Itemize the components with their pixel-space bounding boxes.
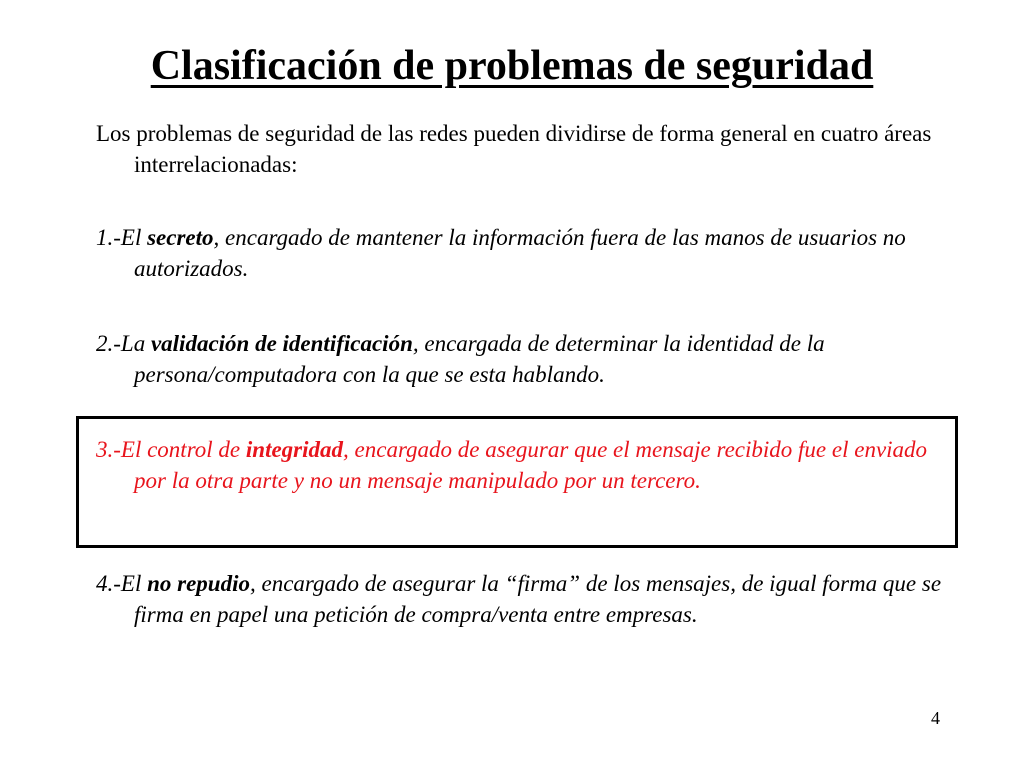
slide-title [0,40,1024,92]
slide-title-text: Clasificación de problemas de seguridad [150,43,874,89]
intro-paragraph: Los problemas de seguridad de las redes pueden dividirse de forma general en cuatro áreas interrelacionadas: [96,121,932,177]
item-secreto [96,222,956,284]
item-prefix: 4.-El [96,571,148,596]
item-integridad [96,434,956,496]
item-prefix: 2.-La [96,331,151,356]
item-term: integridad [245,437,344,462]
item-prefix: 1.-El [96,225,148,250]
item-description: , encargado de asegurar que el mensaje recibido fue el enviado por la otra parte y no un mensaje manipulado por un tercero. [134,437,928,493]
item-term: validación de identificación [150,331,413,356]
item-prefix: 3.-El control de [96,437,246,462]
item-description: , encargado de mantener la información fuera de las manos de usuarios no autorizados. [134,225,906,281]
item-description: , encargado de asegurar la “firma” de los mensajes, de igual forma que se firma en papel una petición de compra/venta entre empresas. [134,571,942,627]
page-number: 4 [931,708,940,728]
item-description: , encargada de determinar la identidad de la persona/computadora con la que se esta hablando. [134,331,825,387]
item-term: secreto [147,225,214,250]
item-term: no repudio [147,571,250,596]
item-validacion [96,328,956,390]
item-no-repudio [96,568,956,630]
